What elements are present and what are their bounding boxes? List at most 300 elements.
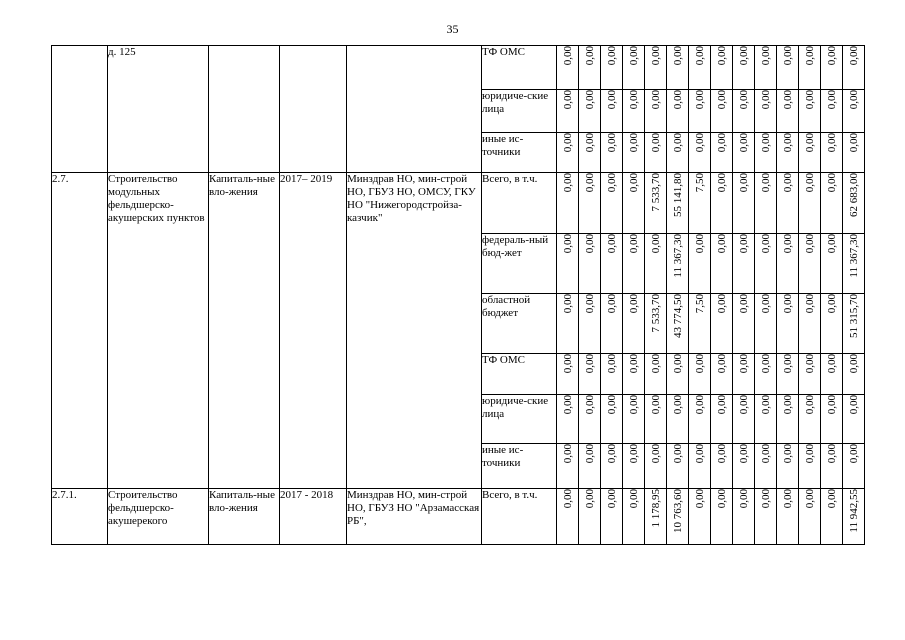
value-cell: [777, 489, 799, 545]
value-cell: [821, 444, 843, 489]
value-text: 62 683,00: [847, 173, 860, 217]
value-text: 0,00: [715, 395, 728, 415]
value-text: 10 763,60: [671, 489, 684, 533]
value-cell: [623, 354, 645, 395]
value-text: 0,00: [847, 46, 860, 66]
value-text: 0,00: [737, 294, 750, 314]
value-cell: [667, 354, 689, 395]
value-text: 1 178,95: [649, 489, 662, 528]
value-text: 7,50: [693, 294, 706, 314]
value-cell: [733, 395, 755, 444]
value-cell: [755, 46, 777, 90]
value-text: 0,00: [583, 395, 596, 415]
value-text: 0,00: [737, 133, 750, 153]
value-cell: [843, 395, 865, 444]
value-cell: [601, 173, 623, 234]
value-text: 0,00: [693, 444, 706, 464]
value-cell: [579, 46, 601, 90]
value-cell: [733, 234, 755, 294]
value-cell: [799, 444, 821, 489]
value-text: 0,00: [737, 46, 750, 66]
value-text: 0,00: [605, 46, 618, 66]
value-cell: [821, 395, 843, 444]
funding-source: юридиче-ские лица: [482, 90, 557, 133]
value-text: 0,00: [825, 234, 838, 254]
value-cell: [733, 46, 755, 90]
budget-table: [51, 45, 865, 545]
funding-source: иные ис-точники: [482, 133, 557, 173]
value-text: 0,00: [605, 354, 618, 374]
value-text: 0,00: [715, 173, 728, 193]
value-text: 0,00: [583, 294, 596, 314]
value-text: 0,00: [781, 46, 794, 66]
value-text: 11 367,30: [847, 234, 860, 278]
value-text: 0,00: [671, 354, 684, 374]
value-cell: [711, 395, 733, 444]
value-cell: [843, 489, 865, 545]
value-text: 0,00: [803, 46, 816, 66]
value-cell: [755, 133, 777, 173]
value-text: 0,00: [803, 395, 816, 415]
table-row: [52, 489, 865, 545]
value-cell: [711, 234, 733, 294]
value-cell: [843, 444, 865, 489]
value-text: 0,00: [627, 395, 640, 415]
value-cell: [557, 489, 579, 545]
value-text: 0,00: [803, 489, 816, 509]
value-cell: [689, 395, 711, 444]
value-cell: [579, 133, 601, 173]
value-text: 0,00: [781, 489, 794, 509]
value-cell: [645, 444, 667, 489]
value-text: 0,00: [605, 234, 618, 254]
value-cell: [623, 489, 645, 545]
value-cell: [821, 294, 843, 354]
value-text: 0,00: [693, 354, 706, 374]
value-text: 0,00: [605, 133, 618, 153]
value-cell: [623, 234, 645, 294]
value-text: 0,00: [605, 90, 618, 110]
value-text: 0,00: [825, 46, 838, 66]
value-text: 0,00: [715, 234, 728, 254]
funding-source: ТФ ОМС: [482, 46, 557, 90]
value-text: 0,00: [781, 234, 794, 254]
value-text: 0,00: [561, 444, 574, 464]
value-text: 0,00: [649, 395, 662, 415]
value-text: 0,00: [759, 234, 772, 254]
value-text: 0,00: [715, 354, 728, 374]
value-text: 0,00: [759, 489, 772, 509]
value-cell: [689, 46, 711, 90]
value-cell: [557, 395, 579, 444]
value-text: 0,00: [847, 395, 860, 415]
value-text: 0,00: [561, 234, 574, 254]
value-cell: [645, 395, 667, 444]
value-cell: [623, 444, 645, 489]
value-cell: [667, 395, 689, 444]
value-cell: [623, 294, 645, 354]
value-text: 0,00: [649, 444, 662, 464]
value-text: 0,00: [759, 294, 772, 314]
value-cell: [667, 234, 689, 294]
item-executor: Минздрав НО, мин-строй НО, ГБУЗ НО "Арзамасская РБ",: [347, 489, 482, 545]
value-cell: [601, 294, 623, 354]
value-text: 0,00: [627, 133, 640, 153]
value-text: 0,00: [561, 489, 574, 509]
funding-source: областной бюджет: [482, 294, 557, 354]
value-text: 0,00: [561, 354, 574, 374]
value-cell: [711, 444, 733, 489]
value-text: 0,00: [583, 133, 596, 153]
value-text: 0,00: [781, 444, 794, 464]
value-text: 0,00: [781, 173, 794, 193]
value-text: 51 315,70: [847, 294, 860, 338]
value-cell: [623, 133, 645, 173]
value-text: 11 367,30: [671, 234, 684, 278]
value-cell: [733, 90, 755, 133]
value-text: 0,00: [803, 444, 816, 464]
value-cell: [777, 294, 799, 354]
value-cell: [711, 133, 733, 173]
item-title: д. 125: [108, 46, 209, 173]
value-cell: [601, 489, 623, 545]
value-text: 0,00: [781, 294, 794, 314]
value-cell: [667, 444, 689, 489]
value-cell: [557, 444, 579, 489]
item-code: [52, 46, 108, 173]
value-text: 0,00: [561, 46, 574, 66]
value-cell: [755, 173, 777, 234]
value-cell: [601, 354, 623, 395]
value-cell: [755, 294, 777, 354]
value-cell: [557, 90, 579, 133]
value-text: 0,00: [715, 90, 728, 110]
value-cell: [755, 489, 777, 545]
value-text: 0,00: [693, 46, 706, 66]
value-cell: [821, 173, 843, 234]
value-cell: [733, 133, 755, 173]
value-text: 0,00: [671, 90, 684, 110]
value-cell: [799, 234, 821, 294]
page-number: 35: [446, 22, 459, 36]
value-text: 0,00: [583, 46, 596, 66]
value-cell: [777, 133, 799, 173]
value-text: 0,00: [737, 234, 750, 254]
value-text: 0,00: [759, 354, 772, 374]
value-cell: [777, 90, 799, 133]
value-text: 0,00: [649, 354, 662, 374]
value-cell: [645, 489, 667, 545]
value-cell: [601, 444, 623, 489]
value-text: 0,00: [627, 444, 640, 464]
item-period: [280, 46, 347, 173]
value-text: 0,00: [649, 90, 662, 110]
value-cell: [645, 234, 667, 294]
funding-source: юридиче-ские лица: [482, 395, 557, 444]
value-text: 0,00: [825, 294, 838, 314]
value-cell: [601, 234, 623, 294]
value-cell: [755, 444, 777, 489]
value-text: 0,00: [759, 90, 772, 110]
value-text: 0,00: [847, 133, 860, 153]
value-text: 0,00: [627, 173, 640, 193]
value-cell: [667, 489, 689, 545]
value-cell: [843, 133, 865, 173]
value-cell: [711, 46, 733, 90]
value-cell: [799, 354, 821, 395]
value-cell: [689, 489, 711, 545]
value-text: 0,00: [605, 173, 618, 193]
value-text: 0,00: [759, 395, 772, 415]
value-cell: [623, 173, 645, 234]
value-cell: [821, 90, 843, 133]
value-cell: [733, 294, 755, 354]
value-text: 0,00: [649, 234, 662, 254]
value-cell: [777, 395, 799, 444]
funding-source: Всего, в т.ч.: [482, 173, 557, 234]
item-type: [209, 46, 280, 173]
value-cell: [733, 354, 755, 395]
value-text: 0,00: [781, 90, 794, 110]
value-cell: [667, 46, 689, 90]
value-text: 0,00: [627, 234, 640, 254]
value-text: 0,00: [803, 234, 816, 254]
value-cell: [667, 173, 689, 234]
value-cell: [579, 489, 601, 545]
value-cell: [777, 173, 799, 234]
value-text: 0,00: [605, 395, 618, 415]
value-cell: [557, 234, 579, 294]
table-row: [52, 46, 865, 90]
value-text: 0,00: [605, 489, 618, 509]
value-cell: [799, 46, 821, 90]
value-cell: [689, 234, 711, 294]
value-cell: [777, 354, 799, 395]
value-text: 0,00: [803, 294, 816, 314]
value-text: 0,00: [561, 90, 574, 110]
value-text: 0,00: [803, 90, 816, 110]
value-text: 0,00: [825, 444, 838, 464]
value-cell: [557, 173, 579, 234]
value-cell: [799, 173, 821, 234]
value-text: 0,00: [671, 133, 684, 153]
value-text: 0,00: [737, 90, 750, 110]
value-text: 0,00: [561, 395, 574, 415]
value-cell: [755, 354, 777, 395]
value-text: 0,00: [583, 173, 596, 193]
value-text: 0,00: [627, 354, 640, 374]
value-cell: [579, 173, 601, 234]
value-cell: [557, 46, 579, 90]
value-cell: [601, 90, 623, 133]
value-cell: [799, 133, 821, 173]
value-cell: [799, 294, 821, 354]
item-type: Капиталь-ные вло-жения: [209, 173, 280, 489]
value-cell: [645, 133, 667, 173]
value-cell: [843, 294, 865, 354]
value-cell: [711, 294, 733, 354]
value-cell: [579, 294, 601, 354]
value-text: 0,00: [583, 489, 596, 509]
value-text: 0,00: [605, 444, 618, 464]
value-text: 0,00: [803, 173, 816, 193]
value-text: 55 141,80: [671, 173, 684, 217]
value-text: 0,00: [759, 133, 772, 153]
value-cell: [843, 354, 865, 395]
value-text: 0,00: [649, 46, 662, 66]
value-text: 0,00: [847, 444, 860, 464]
value-text: 0,00: [781, 395, 794, 415]
value-text: 0,00: [693, 489, 706, 509]
value-text: 0,00: [583, 90, 596, 110]
value-cell: [645, 90, 667, 133]
value-cell: [711, 173, 733, 234]
value-cell: [667, 133, 689, 173]
value-text: 0,00: [825, 354, 838, 374]
value-cell: [777, 234, 799, 294]
value-text: 0,00: [715, 133, 728, 153]
item-title: Строительство модульных фельдшерско-акушерских пунктов: [108, 173, 209, 489]
value-text: 0,00: [715, 294, 728, 314]
value-cell: [579, 395, 601, 444]
value-cell: [689, 90, 711, 133]
value-cell: [843, 173, 865, 234]
value-cell: [777, 444, 799, 489]
value-cell: [645, 294, 667, 354]
value-text: 0,00: [825, 90, 838, 110]
value-cell: [711, 354, 733, 395]
funding-source: Всего, в т.ч.: [482, 489, 557, 545]
value-cell: [557, 133, 579, 173]
value-text: 0,00: [627, 489, 640, 509]
value-text: 7 533,70: [649, 173, 662, 212]
value-cell: [755, 90, 777, 133]
value-text: 0,00: [825, 489, 838, 509]
value-text: 0,00: [781, 354, 794, 374]
value-cell: [843, 90, 865, 133]
value-text: 0,00: [737, 489, 750, 509]
item-executor: Минздрав НО, мин-строй НО, ГБУЗ НО, ОМСУ, ГКУ НО "Нижегородстройза-казчик": [347, 173, 482, 489]
value-cell: [579, 234, 601, 294]
value-cell: [689, 354, 711, 395]
item-title: Строительство фельдшерско-акушерекого: [108, 489, 209, 545]
value-text: 0,00: [759, 444, 772, 464]
value-text: 0,00: [693, 133, 706, 153]
value-text: 0,00: [847, 354, 860, 374]
funding-source: ТФ ОМС: [482, 354, 557, 395]
value-cell: [579, 444, 601, 489]
value-text: 0,00: [781, 133, 794, 153]
item-code: 2.7.: [52, 173, 108, 489]
value-cell: [799, 489, 821, 545]
value-cell: [601, 395, 623, 444]
value-cell: [799, 90, 821, 133]
value-cell: [601, 46, 623, 90]
value-cell: [579, 90, 601, 133]
value-text: 0,00: [737, 444, 750, 464]
value-cell: [821, 133, 843, 173]
funding-source: иные ис-точники: [482, 444, 557, 489]
item-code: 2.7.1.: [52, 489, 108, 545]
value-cell: [755, 234, 777, 294]
value-cell: [557, 294, 579, 354]
value-text: 0,00: [583, 354, 596, 374]
value-cell: [821, 354, 843, 395]
value-text: 43 774,50: [671, 294, 684, 338]
value-text: 0,00: [671, 46, 684, 66]
value-cell: [579, 354, 601, 395]
value-text: 0,00: [561, 294, 574, 314]
value-text: 0,00: [737, 354, 750, 374]
value-text: 0,00: [693, 395, 706, 415]
value-text: 0,00: [561, 133, 574, 153]
value-text: 0,00: [649, 133, 662, 153]
value-cell: [557, 354, 579, 395]
value-cell: [733, 489, 755, 545]
value-text: 0,00: [803, 133, 816, 153]
value-cell: [689, 444, 711, 489]
funding-source: федераль-ный бюд-жет: [482, 234, 557, 294]
value-cell: [689, 133, 711, 173]
value-cell: [623, 395, 645, 444]
item-period: 2017 - 2018: [280, 489, 347, 545]
value-cell: [799, 395, 821, 444]
value-cell: [711, 90, 733, 133]
value-text: 0,00: [825, 173, 838, 193]
value-text: 0,00: [561, 173, 574, 193]
value-cell: [821, 234, 843, 294]
value-cell: [645, 354, 667, 395]
value-text: 0,00: [693, 234, 706, 254]
value-text: 11 942,55: [847, 489, 860, 533]
value-cell: [667, 90, 689, 133]
value-text: 0,00: [715, 46, 728, 66]
table-body: [52, 46, 865, 545]
value-text: 0,00: [825, 395, 838, 415]
value-text: 0,00: [715, 489, 728, 509]
value-cell: [843, 234, 865, 294]
value-cell: [623, 90, 645, 133]
value-cell: [733, 444, 755, 489]
value-cell: [689, 294, 711, 354]
value-text: 0,00: [693, 90, 706, 110]
value-text: 0,00: [583, 444, 596, 464]
value-cell: [689, 173, 711, 234]
value-text: 0,00: [847, 90, 860, 110]
value-text: 7,50: [693, 173, 706, 193]
value-text: 0,00: [737, 395, 750, 415]
value-cell: [755, 395, 777, 444]
value-text: 0,00: [715, 444, 728, 464]
value-text: 0,00: [627, 294, 640, 314]
value-text: 0,00: [671, 395, 684, 415]
value-cell: [821, 489, 843, 545]
value-cell: [645, 173, 667, 234]
value-text: 0,00: [803, 354, 816, 374]
value-cell: [843, 46, 865, 90]
value-cell: [777, 46, 799, 90]
value-cell: [623, 46, 645, 90]
item-type: Капиталь-ные вло-жения: [209, 489, 280, 545]
table-row: [52, 173, 865, 234]
item-executor: [347, 46, 482, 173]
value-cell: [733, 173, 755, 234]
value-text: 0,00: [671, 444, 684, 464]
value-cell: [645, 46, 667, 90]
value-text: 0,00: [605, 294, 618, 314]
value-text: 0,00: [583, 234, 596, 254]
value-cell: [711, 489, 733, 545]
